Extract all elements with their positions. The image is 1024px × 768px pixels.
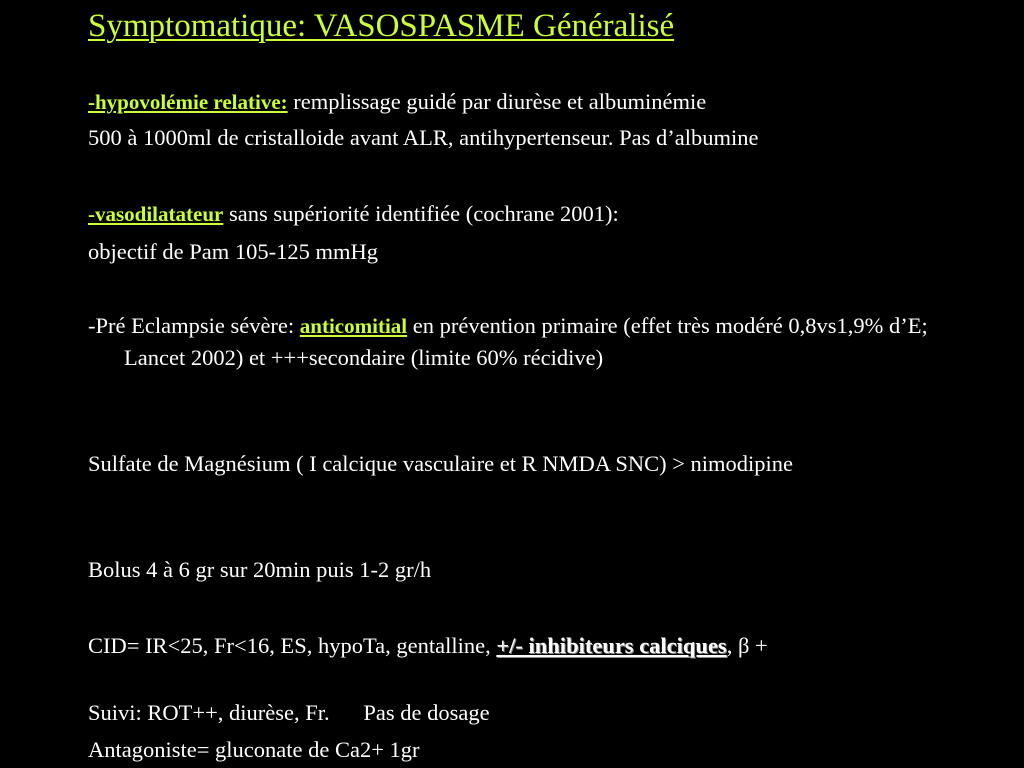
cid-paragraph [88, 630, 969, 661]
antagoniste-line: Antagoniste= gluconate de Ca2+ 1gr [88, 737, 420, 762]
slide-title: Symptomatique: VASOSPASME Généralisé [88, 8, 675, 44]
objectif-pam-line: objectif de Pam 105-125 mmHg [88, 239, 378, 264]
hypovolemie-text: remplissage guidé par diurèse et albuminémie [287, 89, 707, 114]
sulfate-paragraph: Sulfate de Magnésium ( I calcique vasculaire et R NMDA SNC) > nimodipine [88, 451, 794, 476]
cid-suffix: , β + [726, 633, 768, 658]
vasodilatateur-label: -vasodilatateur [88, 202, 224, 226]
hypovolemie-label: -hypovolémie relative: [88, 90, 288, 114]
hypovolemie-line [88, 86, 706, 118]
cristalloide-line: 500 à 1000ml de cristalloide avant ALR, antihypertenseur. Pas d’albumine [88, 125, 759, 150]
vasodilatateur-line [88, 198, 619, 230]
vasodilatateur-text: sans supériorité identifiée (cochrane 2001): [223, 201, 619, 226]
suivi-line: Suivi: ROT++, diurèse, Fr. Pas de dosage [88, 700, 490, 725]
eclampsie-prefix: -Pré Eclampsie sévère: [88, 313, 300, 338]
eclampsie-paragraph [88, 310, 974, 373]
eclampsie-text: en prévention primaire (effet très modéré 0,8vs1,9% d’E; Lancet 2002) et +++secondaire (limite 60% récidive) [124, 313, 928, 370]
anticomitial-label: anticomitial [299, 314, 408, 338]
inhibiteurs-calciques-label: +/- inhibiteurs calciques [496, 633, 727, 658]
cid-prefix: CID= IR<25, Fr<16, ES, hypoTa, gentalline, [88, 633, 497, 658]
bolus-line: Bolus 4 à 6 gr sur 20min puis 1-2 gr/h [88, 557, 432, 582]
